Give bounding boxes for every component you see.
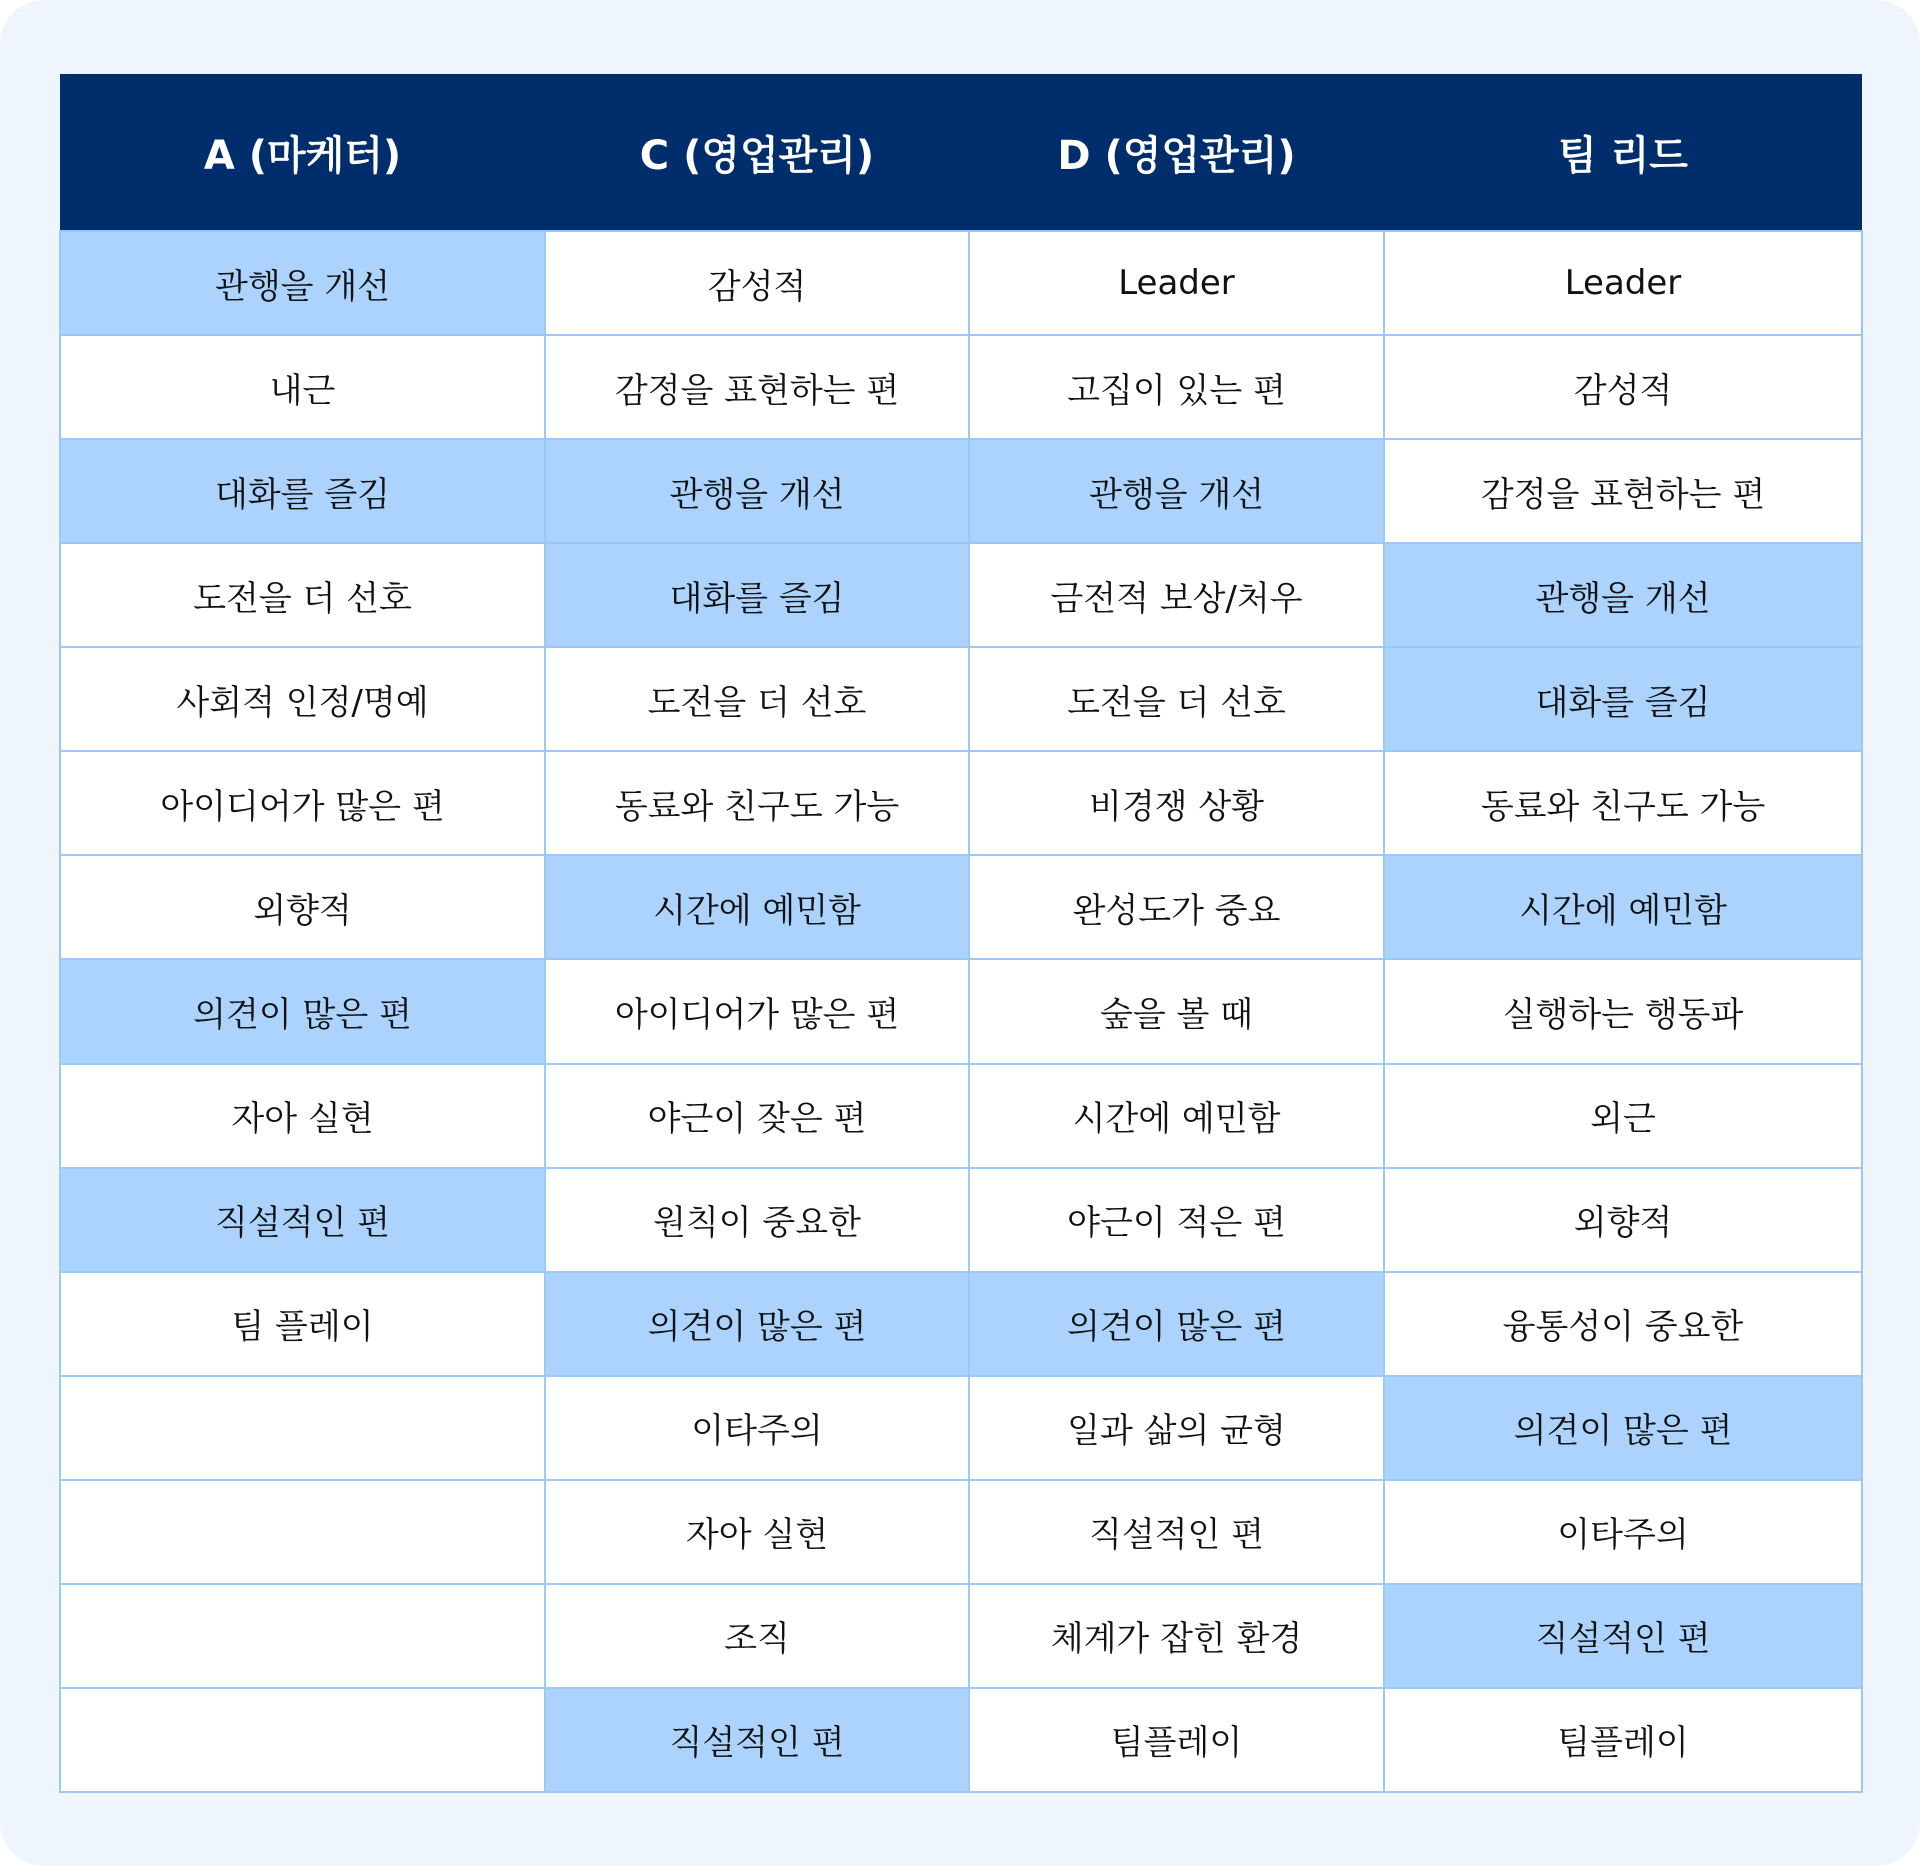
table-cell-team-lead: 동료와 친구도 가능 xyxy=(1384,751,1862,855)
table-cell-d: 도전을 더 선호 xyxy=(969,647,1384,751)
table-cell-c: 조직 xyxy=(545,1584,969,1688)
column-header-team-lead: 팀 리드 xyxy=(1384,74,1862,231)
table-cell-team-lead: 직설적인 편 xyxy=(1384,1584,1862,1688)
table-row xyxy=(60,1272,1862,1376)
table-cell-team-lead: 감성적 xyxy=(1384,335,1862,439)
table-row xyxy=(60,959,1862,1063)
table-row xyxy=(60,231,1862,335)
table-cell-c: 이타주의 xyxy=(545,1376,969,1480)
table-cell-a: 사회적 인정/명예 xyxy=(60,647,545,751)
table-cell-a: 아이디어가 많은 편 xyxy=(60,751,545,855)
table-cell-c: 동료와 친구도 가능 xyxy=(545,751,969,855)
column-header-a: A (마케터) xyxy=(60,74,545,231)
table-cell-d: 비경쟁 상황 xyxy=(969,751,1384,855)
table-body xyxy=(60,231,1862,1792)
table-cell-a xyxy=(60,1688,545,1792)
table-cell-team-lead: 융통성이 중요한 xyxy=(1384,1272,1862,1376)
table-cell-team-lead: 의견이 많은 편 xyxy=(1384,1376,1862,1480)
table-cell-d: 시간에 예민함 xyxy=(969,1064,1384,1168)
table-row xyxy=(60,543,1862,647)
table-row xyxy=(60,1584,1862,1688)
column-header-d: D (영업관리) xyxy=(969,74,1384,231)
table-row xyxy=(60,1064,1862,1168)
table-cell-c: 감정을 표현하는 편 xyxy=(545,335,969,439)
table-cell-d: 의견이 많은 편 xyxy=(969,1272,1384,1376)
table-cell-team-lead: 대화를 즐김 xyxy=(1384,647,1862,751)
table-cell-team-lead: 관행을 개선 xyxy=(1384,543,1862,647)
table-cell-d: Leader xyxy=(969,231,1384,335)
table-row xyxy=(60,751,1862,855)
table-cell-a: 직설적인 편 xyxy=(60,1168,545,1272)
table-cell-d: 야근이 적은 편 xyxy=(969,1168,1384,1272)
table-cell-a xyxy=(60,1584,545,1688)
table-row xyxy=(60,855,1862,959)
table-cell-team-lead: 시간에 예민함 xyxy=(1384,855,1862,959)
table-cell-d: 체계가 잡힌 환경 xyxy=(969,1584,1384,1688)
table-cell-c: 직설적인 편 xyxy=(545,1688,969,1792)
table-cell-team-lead: 팀플레이 xyxy=(1384,1688,1862,1792)
table-header-row xyxy=(60,74,1862,231)
table-cell-d: 직설적인 편 xyxy=(969,1480,1384,1584)
table-cell-team-lead: 이타주의 xyxy=(1384,1480,1862,1584)
table-cell-c: 의견이 많은 편 xyxy=(545,1272,969,1376)
table-cell-team-lead: 외향적 xyxy=(1384,1168,1862,1272)
table-cell-team-lead: 실행하는 행동파 xyxy=(1384,959,1862,1063)
table-cell-a: 의견이 많은 편 xyxy=(60,959,545,1063)
table-cell-a: 대화를 즐김 xyxy=(60,439,545,543)
table-row xyxy=(60,335,1862,439)
table-row xyxy=(60,1376,1862,1480)
table-cell-c: 야근이 잦은 편 xyxy=(545,1064,969,1168)
comparison-table xyxy=(59,74,1863,1793)
table-cell-c: 아이디어가 많은 편 xyxy=(545,959,969,1063)
comparison-table-container xyxy=(59,74,1861,1793)
table-cell-team-lead: 감정을 표현하는 편 xyxy=(1384,439,1862,543)
table-cell-c: 시간에 예민함 xyxy=(545,855,969,959)
table-cell-d: 고집이 있는 편 xyxy=(969,335,1384,439)
table-cell-c: 대화를 즐김 xyxy=(545,543,969,647)
table-cell-d: 금전적 보상/처우 xyxy=(969,543,1384,647)
table-cell-team-lead: 외근 xyxy=(1384,1064,1862,1168)
table-cell-d: 팀플레이 xyxy=(969,1688,1384,1792)
table-cell-a: 팀 플레이 xyxy=(60,1272,545,1376)
table-row xyxy=(60,1168,1862,1272)
table-cell-a: 자아 실현 xyxy=(60,1064,545,1168)
table-row xyxy=(60,647,1862,751)
table-cell-c: 관행을 개선 xyxy=(545,439,969,543)
table-cell-d: 일과 삶의 균형 xyxy=(969,1376,1384,1480)
table-cell-d: 관행을 개선 xyxy=(969,439,1384,543)
table-cell-c: 자아 실현 xyxy=(545,1480,969,1584)
table-cell-a: 외향적 xyxy=(60,855,545,959)
column-header-c: C (영업관리) xyxy=(545,74,969,231)
table-cell-c: 감성적 xyxy=(545,231,969,335)
table-cell-d: 완성도가 중요 xyxy=(969,855,1384,959)
table-row xyxy=(60,439,1862,543)
table-cell-a: 내근 xyxy=(60,335,545,439)
table-cell-a: 관행을 개선 xyxy=(60,231,545,335)
table-cell-a xyxy=(60,1480,545,1584)
table-cell-c: 도전을 더 선호 xyxy=(545,647,969,751)
table-cell-d: 숲을 볼 때 xyxy=(969,959,1384,1063)
table-cell-c: 원칙이 중요한 xyxy=(545,1168,969,1272)
table-cell-team-lead: Leader xyxy=(1384,231,1862,335)
table-cell-a: 도전을 더 선호 xyxy=(60,543,545,647)
table-cell-a xyxy=(60,1376,545,1480)
table-row xyxy=(60,1688,1862,1792)
table-row xyxy=(60,1480,1862,1584)
